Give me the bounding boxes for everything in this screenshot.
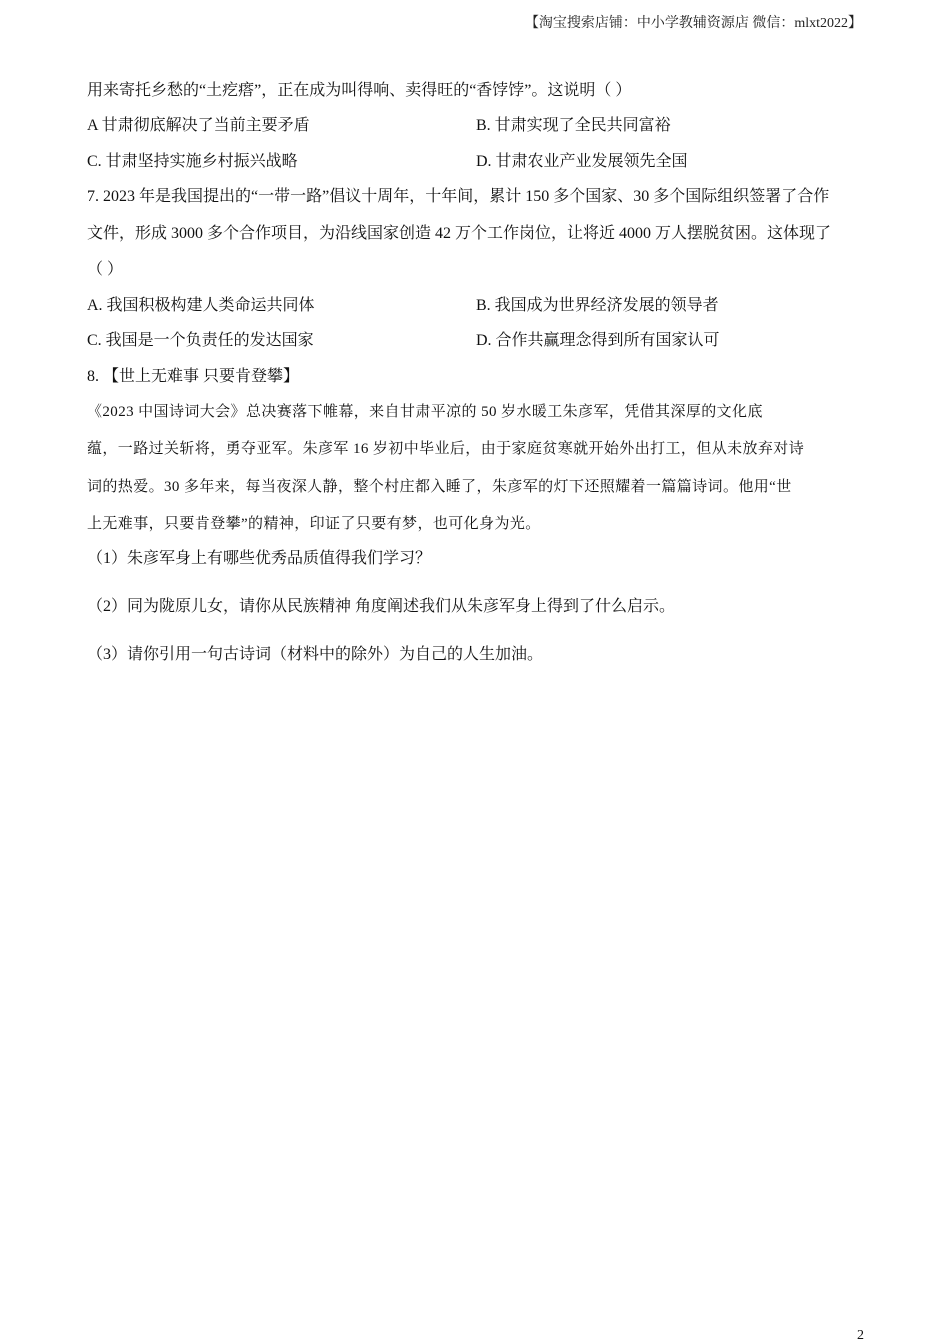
q7-stem-line-1: 7. 2023 年是我国提出的“一带一路”倡议十周年，十年间，累计 150 多个国家、30 多个国际组织签署了合作	[87, 188, 830, 205]
shop-header-note: 【淘宝搜索店铺：中小学教辅资源店 微信：mlxt2022】	[524, 16, 862, 31]
q7-stem-line-3: （ ）	[87, 261, 124, 278]
q8-sub-question-1: （1）朱彦军身上有哪些优秀品质值得我们学习？	[87, 550, 432, 567]
q8-sub-question-3: （3）请你引用一句古诗词（材料中的除外）为自己的人生加油。	[87, 646, 544, 663]
q8-sub-question-2: （2）同为陇原儿女，请你从民族精神 角度阐述我们从朱彦军身上得到了什么启示。	[87, 598, 676, 615]
q7-option-a: A. 我国积极构建人类命运共同体	[87, 297, 315, 314]
q6-stem-tail: 用来寄托乡愁的“土疙瘩”，正在成为叫得响、卖得旺的“香饽饽”。这说明（ ）	[87, 82, 632, 99]
q8-material-line-3: 词的热爱。30 多年来，每当夜深人静，整个村庄都入睡了，朱彦军的灯下还照耀着一篇篇诗词。他用“世	[87, 479, 792, 495]
q6-option-c: C. 甘肃坚持实施乡村振兴战略	[87, 153, 298, 170]
q7-option-d: D. 合作共赢理念得到所有国家认可	[476, 332, 720, 349]
q7-stem-line-2: 文件，形成 3000 多个合作项目，为沿线国家创造 42 万个工作岗位，让将近 4000 万人摆脱贫困。这体现了	[87, 225, 832, 242]
q8-material-line-1: 《2023 中国诗词大会》总决赛落下帷幕，来自甘肃平凉的 50 岁水暖工朱彦军，凭借其深厚的文化底	[87, 404, 763, 420]
q8-material-line-4: 上无难事，只要肯登攀”的精神，印证了只要有梦，也可化身为光。	[87, 516, 541, 532]
q8-material-line-2: 蕴，一路过关斩将，勇夺亚军。朱彦军 16 岁初中毕业后，由于家庭贫寒就开始外出打工，但从未放弃对诗	[87, 441, 805, 457]
q8-title: 8. 【世上无难事 只要肯登攀】	[87, 368, 300, 385]
q6-option-d: D. 甘肃农业产业发展领先全国	[476, 153, 688, 170]
q7-option-b: B. 我国成为世界经济发展的领导者	[476, 297, 719, 314]
q6-option-a: A 甘肃彻底解决了当前主要矛盾	[87, 117, 310, 134]
page-number: 2	[857, 1328, 864, 1343]
q6-option-b: B. 甘肃实现了全民共同富裕	[476, 117, 671, 134]
q7-option-c: C. 我国是一个负责任的发达国家	[87, 332, 314, 349]
